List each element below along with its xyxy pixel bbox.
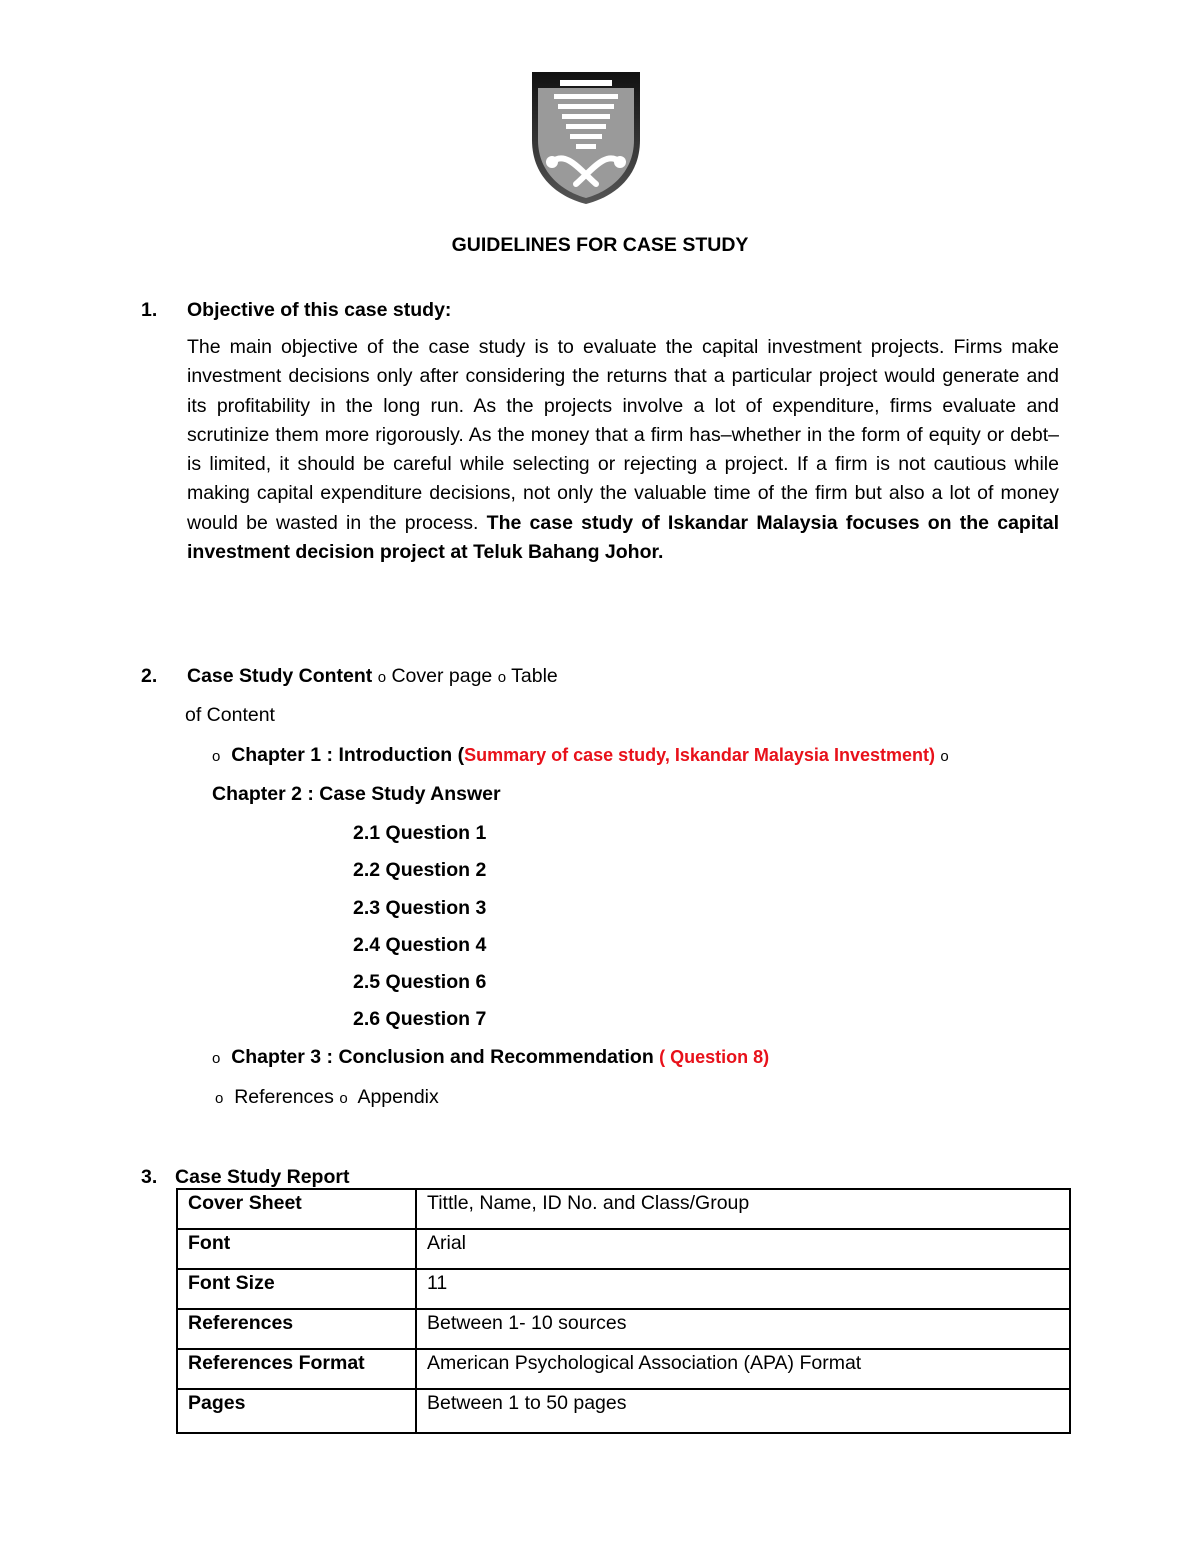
objective-text: The main objective of the case study is to evaluate the capital investment projects. Firms make investment decisions only after considering the returns that a particular project would generate and its profitability in the long run. As the projects involve a lot of expenditure, firms evaluate and scrutinize them more rigorously. As the money that a firm has–whether in the form of equity or debt–is limited, it should be careful while selecting or rejecting a project. If a firm is not cautious while making capital expenditure decisions, not only the valuable time of the firm but also a lot of money would be wasted in the process. [187, 336, 1059, 534]
objective-paragraph [187, 333, 1059, 567]
chapter-3-line [212, 1046, 769, 1069]
crest-icon [530, 70, 642, 206]
section-2-heading: Case Study Content [187, 665, 373, 687]
table-value-cell: 11 [416, 1269, 1070, 1309]
section-1-number: 1. [141, 299, 158, 321]
table-row [177, 1349, 1070, 1389]
document-title: GUIDELINES FOR CASE STUDY [451, 234, 749, 256]
objective-bold-text: The case study of Iskandar Malaysia focuses on the capital investment decision project at Teluk Bahang Johor. [187, 511, 1060, 564]
table-row [177, 1229, 1070, 1269]
section-2-number: 2. [141, 665, 158, 687]
table-value-cell: Between 1- 10 sources [416, 1309, 1070, 1349]
section-3-heading: Case Study Report [175, 1166, 350, 1188]
table-value-cell: Tittle, Name, ID No. and Class/Group [416, 1189, 1070, 1229]
question-item: 2.5 Question 6 [353, 971, 487, 993]
chapter-1-line [212, 744, 949, 767]
university-crest-logo [530, 70, 642, 206]
report-requirements-table [176, 1188, 1071, 1434]
table-row [177, 1309, 1070, 1349]
table-label-cell: Font Size [177, 1269, 416, 1309]
cover-page-item: Cover page [391, 665, 493, 687]
bullet-icon: o [497, 669, 507, 686]
question-item: 2.1 Question 1 [353, 822, 487, 844]
table-value-cell: Arial [416, 1229, 1070, 1269]
chapter-3-label: Chapter 3 : Conclusion and Recommendation [231, 1046, 654, 1068]
chapter-2-label: Chapter 2 : Case Study Answer [212, 783, 501, 805]
table-of-content-continued: of Content [185, 704, 275, 726]
bullet-icon: o [215, 1090, 224, 1107]
table-value-cell: American Psychological Association (APA) Format [416, 1349, 1070, 1389]
chapter-1-paren: ( [457, 744, 465, 766]
table-row [177, 1389, 1070, 1433]
table-label-cell: References [177, 1309, 416, 1349]
references-item: References [234, 1086, 334, 1108]
chapter-1-note: Summary of case study, Iskandar Malaysia Investment) [464, 745, 935, 765]
bullet-icon: o [377, 669, 387, 686]
section-3-number: 3. [141, 1166, 158, 1188]
section-2-line [187, 665, 558, 688]
table-of-content-item: Table [511, 665, 558, 687]
question-item: 2.2 Question 2 [353, 859, 487, 881]
table-row [177, 1189, 1070, 1229]
table-row [177, 1269, 1070, 1309]
table-label-cell: Font [177, 1229, 416, 1269]
bullet-icon: o [940, 748, 949, 765]
table-label-cell: Pages [177, 1389, 416, 1433]
question-item: 2.3 Question 3 [353, 897, 487, 919]
bullet-icon: o [212, 1050, 221, 1067]
table-label-cell: Cover Sheet [177, 1189, 416, 1229]
question-item: 2.4 Question 4 [353, 934, 487, 956]
table-value-cell: Between 1 to 50 pages [416, 1389, 1070, 1433]
references-appendix-line [215, 1086, 439, 1109]
section-1-heading: Objective of this case study: [187, 299, 452, 321]
chapter-3-note: ( Question 8) [659, 1047, 770, 1067]
appendix-item: Appendix [357, 1086, 439, 1108]
bullet-icon: o [212, 748, 221, 765]
chapter-1-label: Chapter 1 : Introduction [231, 744, 453, 766]
question-item: 2.6 Question 7 [353, 1008, 487, 1030]
bullet-icon: o [339, 1090, 348, 1107]
table-label-cell: References Format [177, 1349, 416, 1389]
